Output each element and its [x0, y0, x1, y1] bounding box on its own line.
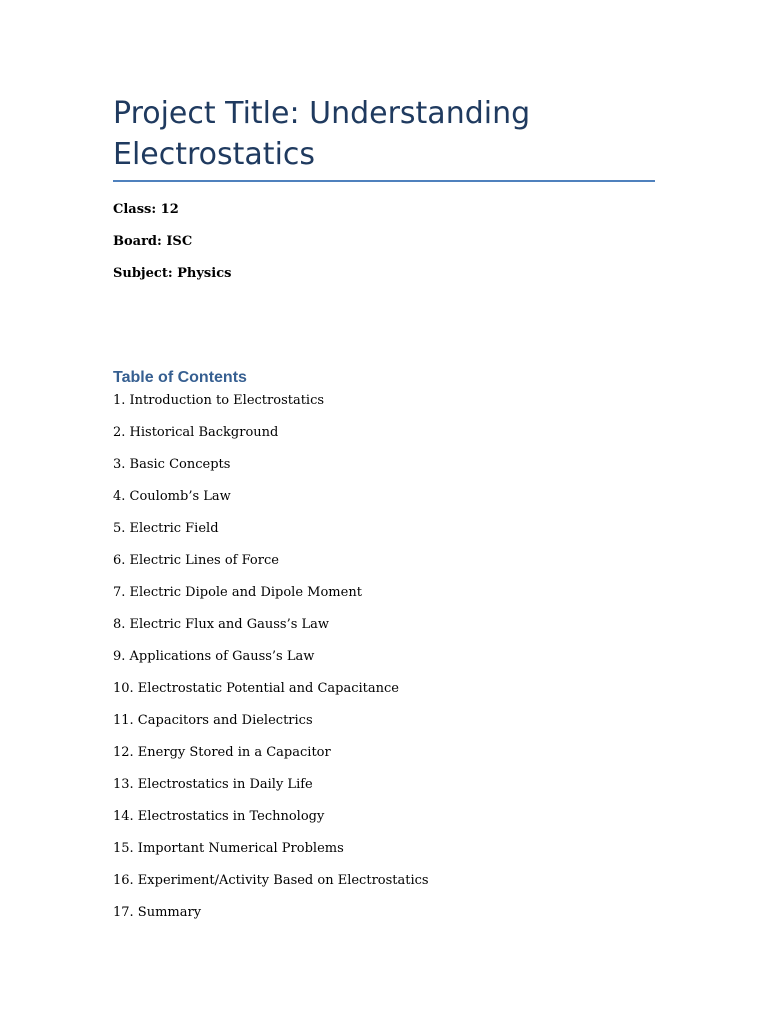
toc-item: 1. Introduction to Electrostatics — [113, 393, 325, 408]
toc-item: 6. Electric Lines of Force — [113, 553, 279, 568]
toc-heading: Table of Contents — [113, 369, 247, 386]
toc-item: 11. Capacitors and Dielectrics — [113, 713, 313, 728]
toc-item: 10. Electrostatic Potential and Capacitance — [113, 681, 399, 696]
toc-item: 14. Electrostatics in Technology — [113, 809, 325, 824]
toc-item: 8. Electric Flux and Gauss’s Law — [113, 617, 330, 632]
toc-list — [113, 392, 429, 936]
toc-item: 13. Electrostatics in Daily Life — [113, 777, 313, 792]
toc-item: 9. Applications of Gauss’s Law — [113, 649, 315, 664]
toc-item: 16. Experiment/Activity Based on Electrostatics — [113, 873, 429, 888]
toc-item: 2. Historical Background — [113, 425, 279, 440]
project-title: Project Title: Understanding Electrostatics — [113, 96, 531, 172]
subject-label: Subject: Physics — [113, 266, 232, 281]
toc-item: 12. Energy Stored in a Capacitor — [113, 745, 331, 760]
toc-item: 3. Basic Concepts — [113, 457, 231, 472]
toc-item: 7. Electric Dipole and Dipole Moment — [113, 585, 362, 600]
toc-item: 5. Electric Field — [113, 521, 219, 536]
class-label: Class: 12 — [113, 202, 179, 217]
toc-item: 4. Coulomb’s Law — [113, 489, 231, 504]
toc-item: 15. Important Numerical Problems — [113, 841, 344, 856]
title-underline-divider — [113, 180, 655, 182]
toc-item: 17. Summary — [113, 905, 202, 920]
board-label: Board: ISC — [113, 234, 193, 249]
